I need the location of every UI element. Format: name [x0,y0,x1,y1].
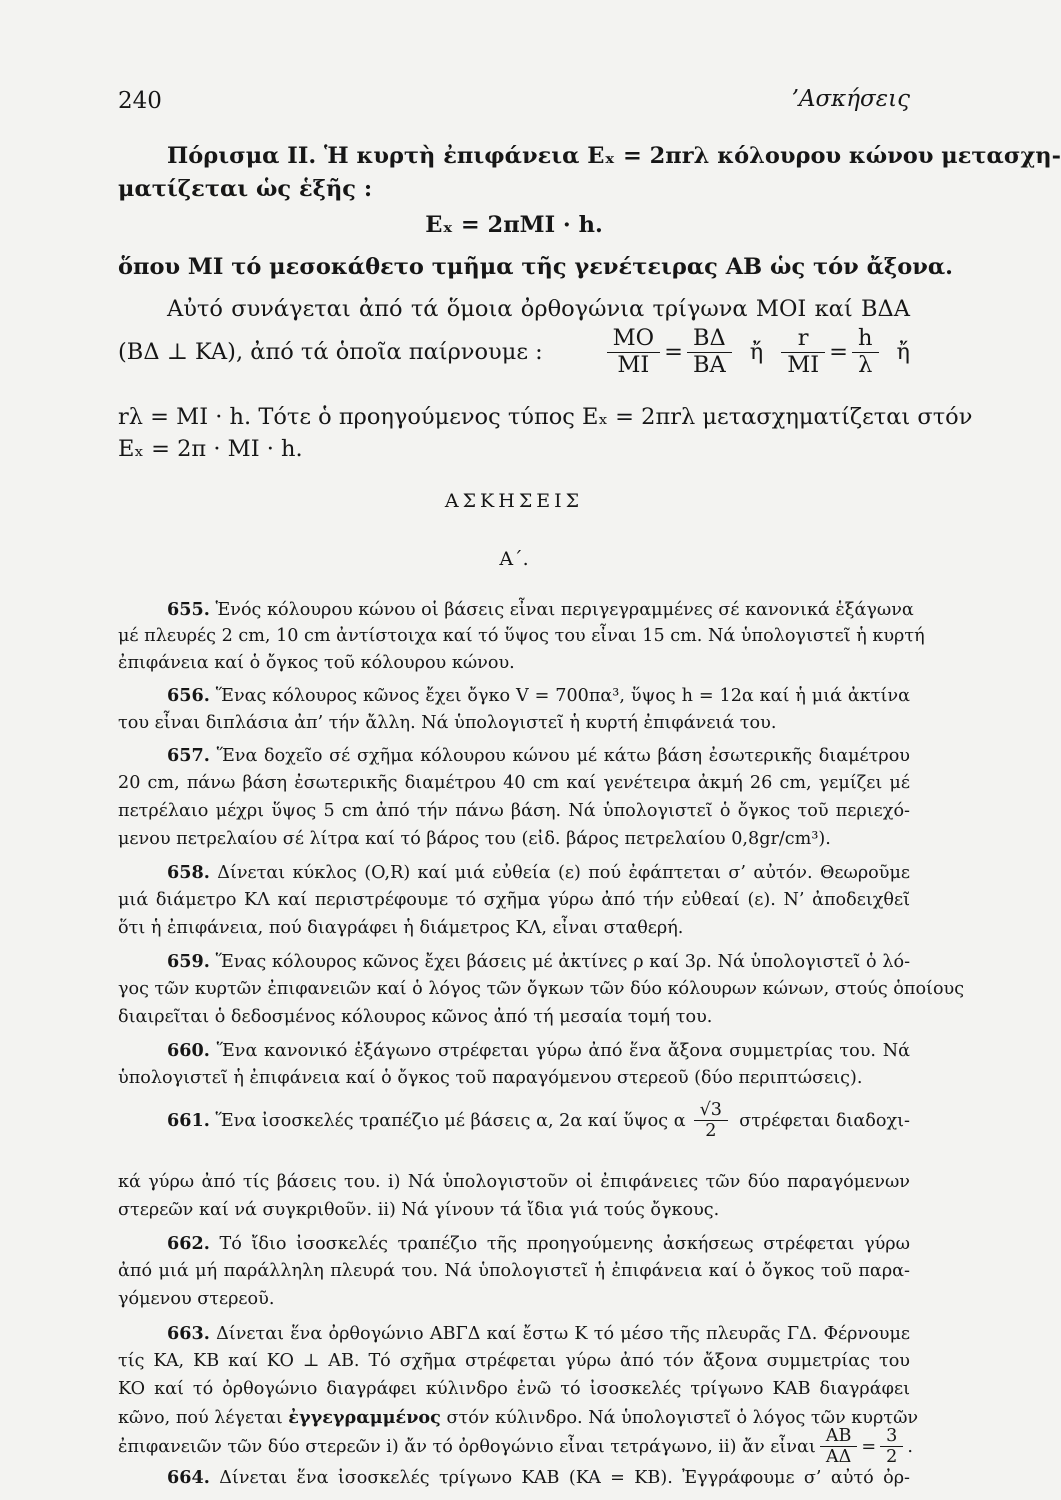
equals-sign: = [861,1436,877,1457]
fraction-numerator: AB [820,1426,858,1447]
exercise-657-line-3: πετρέλαιο μέχρι ὕψος 5 cm ἀπό τήν πάνω βάση. Νά ὑπολογιστεῖ ὁ ὄγκος τοῦ περιεχό- [118,801,910,821]
exercise-663-line-2: τίς KA, KB καί KO ⊥ AB. Τό σχῆμα στρέφεται γύρω ἀπό τόν ἄξονα συμμετρίας του [118,1351,910,1371]
exercise-660-line-2: ὑπολογιστεῖ ἡ ἐπιφάνεια καί ὁ ὄγκος τοῦ παραγόμενου στερεοῦ (δύο περιπτώσεις). [118,1068,863,1088]
fraction-denominator: AΔ [825,1447,852,1468]
fraction-3-over-2 [880,1426,903,1467]
exercise-663-line-1 [167,1323,910,1344]
exercise-number: 656. [167,685,210,706]
exercise-663-line-5 [118,1426,913,1468]
fraction-numerator: r [781,326,825,353]
exercise-664-line-1 [167,1467,910,1488]
exercise-text: Ἕνα κανονικό ἑξάγωνο στρέφεται γύρω ἀπό ἕνα ἄξονα συμμετρίας του. Νά [216,1041,910,1061]
fraction-mo-mi [607,326,660,379]
fraction-denominator: 2 [705,1121,717,1142]
exercise-text: Τό ἴδιο ἰσοσκελές τραπέζιο τῆς προηγούμενης ἀσκήσεως στρέφεται γύρω [219,1234,911,1254]
exercise-text: κῶνο, πού λέγεται [118,1408,289,1428]
exercise-number: 661. [167,1110,210,1132]
exercise-659-line-1 [167,951,910,972]
exercise-663-line-3: KO καί τό ὀρθογώνιο διαγράφει κύλινδρο ἐνῶ τό ἰσοσκελές τρίγωνο KAB διαγράφει [118,1379,910,1399]
exercise-662-line-2: ἀπό μιά μή παράλληλη πλευρά του. Νά ὑπολογιστεῖ ἡ ἐπιφάνεια καί ὁ ὄγκος τοῦ παρα- [118,1261,910,1281]
exercise-658-line-1 [167,862,910,883]
emphasized-term: ἐγγεγραμμένος [288,1407,441,1428]
subsection-title: Α΄. [499,548,529,570]
fraction-numerator: MO [607,326,660,353]
exercise-656-line-2: του εἶναι διπλάσια ἀπ’ τήν ἄλλη. Νά ὑπολογιστεῖ ἡ κυρτή ἐπιφάνειά του. [118,713,777,733]
exercise-number: 657. [167,745,210,766]
proof-line-3: rλ = MI · h. Τότε ὁ προηγούμενος τύπος Eₓ = 2πrλ μετασχηματίζεται στόν [118,404,973,430]
fraction-denominator: MI [617,351,650,378]
exercise-658-line-3: ὅτι ἡ ἐπιφάνεια, πού διαγράφει ἡ διάμετρος KΛ, εἶναι σταθερή. [118,918,684,938]
exercise-661-line-2: κά γύρω ἀπό τίς βάσεις του. i) Νά ὑπολογιστοῦν οἱ ἐπιφάνειες τῶν δύο παραγόμενων [118,1172,910,1192]
exercise-text: ἐπιφανειῶν τῶν δύο στερεῶν i) ἄν τό ὀρθογώνιο εἶναι τετράγωνο, ii) ἄν εἶναι [118,1436,816,1457]
porisma-line-3: ὅπου MI τό μεσοκάθετο τμῆμα τῆς γενέτειρας AB ὡς τόν ἄξονα. [118,254,953,280]
exercise-661-line-3: στερεῶν καί νά συγκριθοῦν. ii) Νά γίνουν τά ἴδια γιά τούς ὄγκους. [118,1200,720,1220]
exercise-text: Δίνεται ἕνα ὀρθογώνιο ABΓΔ καί ἔστω K τό μέσο τῆς πλευρᾶς ΓΔ. Φέρνουμε [216,1324,910,1344]
exercise-655-line-1 [167,599,914,620]
exercise-657-line-1 [167,745,910,766]
exercise-661-line-1 [167,1100,910,1141]
exercise-659-line-3: διαιρεῖται ὁ δεδοσμένος κόλουρος κῶνος ἀπό τή μεσαία τομή του. [118,1007,713,1027]
equals-sign: = [829,339,849,366]
fraction-numerator: h [852,326,879,353]
porisma-line-1: Πόρισμα ΙΙ. Ἡ κυρτὴ ἐπιφάνεια Eₓ = 2πrλ κόλουρου κώνου μετασχη- [167,143,1061,169]
proof-line-4: Eₓ = 2π · MI · h. [118,436,303,462]
exercise-659-line-2: γος τῶν κυρτῶν ἐπιφανειῶν καί ὁ λόγος τῶν ὄγκων τῶν δύο κόλουρων κώνων, στούς ὁποίους [118,979,965,999]
exercise-number: 660. [167,1040,210,1061]
fraction-bd-ba [687,326,732,379]
fraction-denominator: MI [787,351,820,378]
fraction-ab-ad [820,1426,858,1467]
exercise-655-line-2: μέ πλευρές 2 cm, 10 cm ἀντίστοιχα καί τό ὕψος του εἶναι 15 cm. Νά ὑπολογιστεῖ ἡ κυρτή [118,626,925,646]
porisma-line-2: ματίζεται ὡς ἑξῆς : [118,176,373,202]
exercise-656-line-1 [167,685,910,706]
exercise-text: Ἕνας κόλουρος κῶνος ἔχει ὄγκο V = 700πα³, ὕψος h = 12α καί ἡ μιά ἀκτίνα [215,686,910,706]
page-number: 240 [118,88,162,114]
exercise-text: στρέφεται διαδοχι- [739,1110,910,1131]
exercise-657-line-4: μενου πετρελαίου σέ λίτρα καί τό βάρος του (εἰδ. βάρος πετρελαίου 0,8gr/cm³). [118,829,831,849]
exercise-text: Ἕνα ἰσοσκελές τραπέζιο μέ βάσεις α, 2α καί ὕψος α [215,1110,686,1131]
period: . [907,1436,913,1457]
exercise-658-line-2: μιά διάμετρο KΛ καί περιστρέφουμε τό σχῆμα γύρω ἀπό τήν εὐθεαί (ε). Ν’ ἀποδειχθεῖ [118,890,910,910]
exercise-text: στόν κύλινδρο. Νά ὑπολογιστεῖ ὁ λόγος τῶν κυρτῶν [440,1408,919,1428]
exercise-text: Δίνεται ἕνα ἰσοσκελές τρίγωνο KAB (KA = KB). Ἐγγράφουμε σ’ αὐτό ὀρ- [219,1468,911,1488]
fraction-sqrt3-over-2 [694,1100,728,1141]
fraction-h-lambda [852,326,879,379]
proof-line-2 [118,326,910,379]
exercise-655-line-3: ἐπιφάνεια καί ὁ ὄγκος τοῦ κόλουρου κώνου. [118,653,515,673]
exercise-number: 664. [167,1467,210,1488]
equals-sign: = [664,339,683,366]
exercise-663-line-4 [118,1407,919,1428]
exercise-text: Ἕνα δοχεῖο σέ σχῆμα κόλουρου κώνου μέ κάτω βάση ἐσωτερικῆς διαμέτρου [216,746,911,766]
exercise-number: 663. [167,1323,210,1344]
section-title: ΑΣΚΗΣΕΙΣ [444,490,584,512]
fraction-numerator: BΔ [687,326,732,353]
exercise-662-line-3: γόμενου στερεοῦ. [118,1289,275,1309]
exercise-660-line-1 [167,1040,910,1061]
proof-line-1: Αὐτό συνάγεται ἀπό τά ὅμοια ὀρθογώνια τρίγωνα MOI καί BΔA [167,296,910,322]
exercise-number: 659. [167,951,210,972]
or-word: ἤ [896,339,910,366]
running-title: ’Ασκήσεις [791,86,910,112]
fraction-r-mi [781,326,825,379]
fraction-numerator: √3 [694,1100,728,1121]
fraction-denominator: λ [858,351,873,378]
proof-line-2-text: (BΔ ⊥ KA), ἀπό τά ὁποῖα παίρνουμε : [118,339,543,366]
exercise-662-line-1 [167,1233,910,1254]
or-word: ἤ [749,339,764,366]
exercise-number: 662. [167,1233,210,1254]
fraction-numerator: 3 [880,1426,903,1447]
exercise-number: 655. [167,599,210,620]
exercise-657-line-2: 20 cm, πάνω βάση ἐσωτερικῆς διαμέτρου 40 cm καί γενέτειρα ἀκμή 26 cm, γεμίζει μέ [118,773,910,793]
exercise-text: Ἑνός κόλουρου κώνου οἱ βάσεις εἶναι περιγεγραμμένες σέ κανονικά ἑξάγωνα [215,600,914,620]
exercise-number: 658. [167,862,210,883]
exercise-text: Ἕνας κόλουρος κῶνος ἔχει βάσεις μέ ἀκτίνες ρ καί 3ρ. Νά ὑπολογιστεῖ ὁ λό- [215,952,911,972]
fraction-denominator: BA [692,351,726,378]
exercise-text: Δίνεται κύκλος (O,R) καί μιά εὐθεία (ε) πού ἐφάπτεται σ’ αὐτόν. Θεωροῦμε [217,863,911,883]
porisma-formula: Eₓ = 2πMI · h. [425,212,603,238]
fraction-denominator: 2 [886,1447,898,1468]
